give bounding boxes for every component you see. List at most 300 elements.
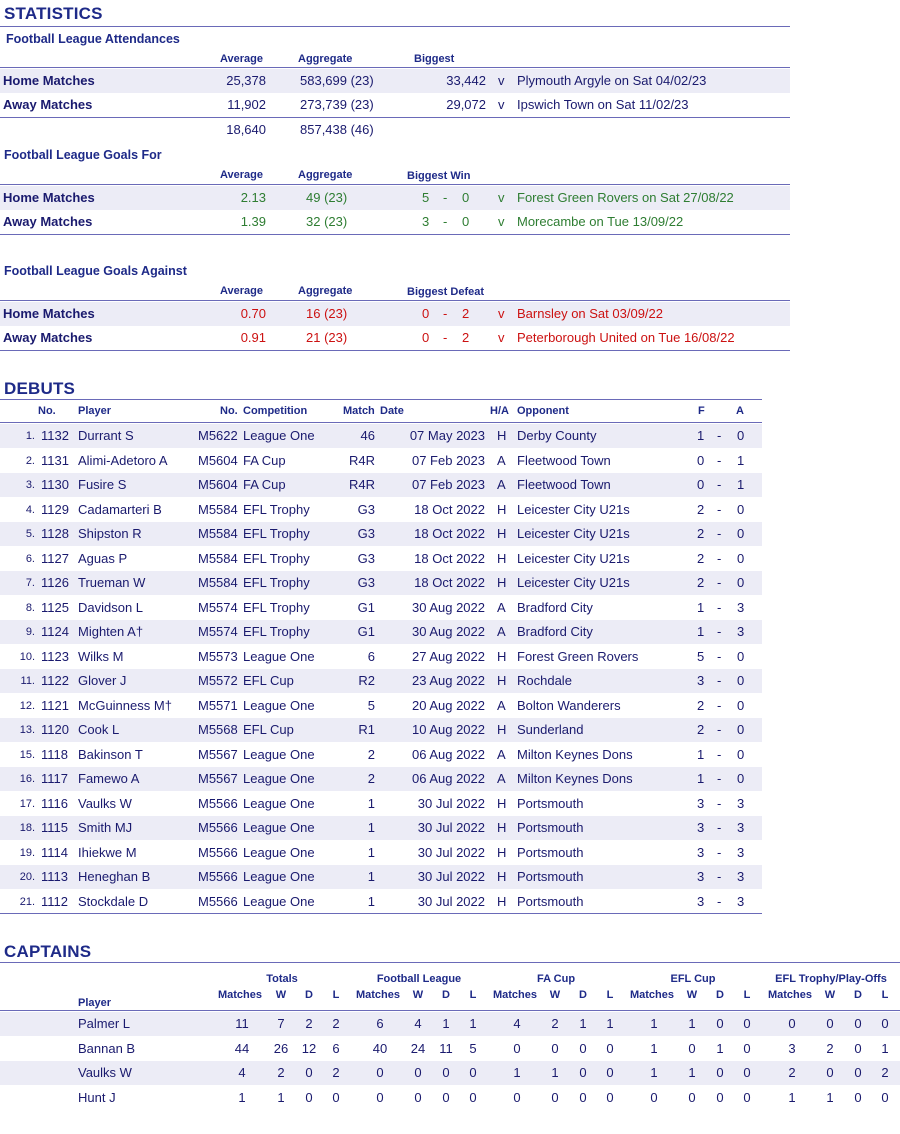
- detail: Peterborough United on Tue 16/08/22: [517, 330, 735, 345]
- competition: EFL Trophy: [243, 526, 310, 541]
- score-against: 0: [737, 575, 745, 590]
- player-number: 1130: [41, 477, 69, 492]
- stat-value: 2: [305, 1016, 313, 1031]
- player-number: 1131: [41, 452, 69, 468]
- captains-sub-header: D: [579, 989, 587, 1001]
- opponent: Portsmouth: [517, 869, 584, 884]
- stat-value: 0: [854, 1040, 862, 1056]
- score-for: 3: [697, 844, 705, 860]
- stat-value: 2: [332, 1016, 340, 1031]
- captains-sub-header: L: [332, 989, 340, 1001]
- stat-value: 2: [881, 1065, 889, 1080]
- row-index: 20.: [19, 871, 35, 883]
- home-away: H: [497, 795, 507, 811]
- detail: Plymouth Argyle on Sat 04/02/23: [517, 73, 707, 88]
- stat-value: 0: [826, 1016, 834, 1031]
- captains-sub-header: W: [686, 989, 698, 1001]
- competition: EFL Trophy: [243, 575, 310, 590]
- stat-value: 0: [551, 1089, 559, 1105]
- match-number: M5566: [198, 869, 238, 884]
- captains-sub-header: Matches: [629, 989, 675, 1001]
- opponent: Leicester City U21s: [517, 501, 630, 517]
- score-for: 2: [697, 550, 705, 566]
- debut-row: [0, 718, 762, 742]
- date: 20 Aug 2022: [411, 697, 485, 713]
- debut-row: [0, 571, 762, 595]
- date: 07 Feb 2023: [411, 477, 485, 492]
- match-number: M5604: [198, 452, 238, 468]
- match-number: M5567: [198, 771, 238, 786]
- stat-value: 0: [716, 1089, 724, 1105]
- score-against: 0: [737, 648, 745, 664]
- score-for: 3: [697, 673, 705, 688]
- opponent: Forest Green Rovers: [517, 648, 639, 664]
- competition: League One: [243, 697, 315, 713]
- score-against: 0: [737, 428, 745, 443]
- score-for: 1: [697, 771, 705, 786]
- score-dash: -: [717, 820, 722, 835]
- stat-value: 11: [235, 1016, 249, 1031]
- competition: League One: [243, 428, 315, 443]
- opponent: Leicester City U21s: [517, 526, 630, 541]
- stat-value: 0: [854, 1089, 862, 1105]
- date: 06 Aug 2022: [411, 771, 485, 786]
- stat-value: 0: [854, 1016, 862, 1031]
- captains-sub-header: W: [549, 989, 561, 1001]
- competition: EFL Trophy: [243, 599, 310, 615]
- score-against: 2: [462, 306, 470, 321]
- row-index: 6.: [25, 552, 35, 565]
- player-number: 1126: [41, 575, 69, 590]
- debut-row: [0, 596, 762, 620]
- player-name: Shipston R: [78, 526, 142, 541]
- score-for: 5: [422, 190, 430, 205]
- score-dash: -: [717, 697, 722, 713]
- score-dash: -: [717, 795, 722, 811]
- player-number: 1115: [41, 820, 68, 835]
- captain-row: [0, 1012, 900, 1036]
- match: 1: [367, 844, 375, 860]
- stat-value: 1: [716, 1040, 724, 1056]
- player-name: Ihiekwe M: [78, 844, 137, 860]
- debut-row: [0, 424, 762, 448]
- stat-value: 0: [688, 1089, 696, 1105]
- stat-value: 3: [788, 1040, 796, 1056]
- row-index: 17.: [19, 797, 35, 810]
- stat-value: 1: [238, 1089, 246, 1105]
- opponent: Leicester City U21s: [517, 575, 630, 590]
- date: 23 Aug 2022: [411, 673, 485, 688]
- player-name: Hunt J: [78, 1089, 116, 1105]
- captains-group-header: Football League: [376, 973, 462, 985]
- aggregate: 583,699 (23): [300, 73, 374, 88]
- player-name: Glover J: [78, 673, 127, 688]
- match: 46: [360, 428, 375, 443]
- player-name: Vaulks W: [78, 1065, 132, 1080]
- player-name: Cook L: [78, 722, 120, 737]
- stat-value: 0: [650, 1089, 658, 1105]
- debuts-header-opponent: Opponent: [517, 405, 569, 417]
- opponent: Milton Keynes Dons: [517, 746, 633, 762]
- debut-row: [0, 816, 762, 840]
- home-away: A: [497, 452, 506, 468]
- stat-value: 1: [551, 1065, 559, 1080]
- match: G3: [357, 575, 375, 590]
- score-against: 0: [462, 214, 470, 229]
- date: 30 Jul 2022: [417, 869, 485, 884]
- average: 1.39: [240, 214, 266, 229]
- stat-value: 1: [579, 1016, 587, 1031]
- player-name: McGuinness M†: [78, 697, 172, 713]
- row-index: 13.: [19, 724, 35, 736]
- row-index: 5.: [25, 528, 35, 540]
- score-against: 3: [737, 599, 745, 615]
- stat-row-home: [0, 186, 790, 210]
- player-name: Trueman W: [78, 575, 146, 590]
- score-for: 3: [697, 893, 705, 909]
- stat-value: 6: [332, 1040, 340, 1056]
- divider: [0, 1010, 900, 1011]
- home-away: H: [497, 893, 507, 909]
- home-away: H: [497, 820, 507, 835]
- score-for: 1: [697, 746, 705, 762]
- match-number: M5572: [198, 673, 238, 688]
- stat-value: 0: [414, 1089, 422, 1105]
- captains-sub-header: L: [469, 989, 477, 1001]
- home-away: H: [497, 526, 507, 541]
- stat-value: 0: [513, 1040, 521, 1056]
- home-away: H: [497, 673, 507, 688]
- home-away: A: [497, 624, 506, 639]
- captains-group-header: FA Cup: [536, 973, 576, 985]
- score-dash: -: [717, 550, 722, 566]
- score-dash: -: [717, 624, 722, 639]
- aggregate: 21 (23): [306, 330, 348, 345]
- score-against: 0: [737, 501, 745, 517]
- date: 18 Oct 2022: [414, 526, 485, 541]
- competition: League One: [243, 795, 315, 811]
- player-name: Durrant S: [78, 428, 134, 443]
- match: G3: [357, 550, 375, 566]
- row-index: 19.: [19, 846, 35, 859]
- score-against: 0: [737, 550, 745, 566]
- date: 30 Jul 2022: [417, 795, 485, 811]
- debut-row: [0, 449, 762, 473]
- player-name: Bakinson T: [78, 746, 143, 762]
- versus: v: [498, 73, 505, 88]
- player-name: Stockdale D: [78, 893, 149, 909]
- stat-row-away: [0, 93, 790, 117]
- score-for: 0: [697, 477, 705, 492]
- versus: v: [498, 190, 505, 205]
- player-number: 1121: [41, 697, 69, 713]
- score-for: 0: [422, 330, 430, 345]
- attendances-title: Football League Attendances: [6, 32, 180, 46]
- match-number: M5566: [198, 820, 238, 835]
- match: 5: [367, 697, 375, 713]
- stat-value: 0: [716, 1065, 724, 1080]
- debuts-title: DEBUTS: [4, 379, 76, 398]
- average: 25,378: [226, 73, 266, 88]
- home-away: H: [497, 722, 507, 737]
- divider: [0, 67, 790, 68]
- col-header-biggest: Biggest: [414, 53, 455, 65]
- competition: League One: [243, 648, 315, 664]
- home-away: A: [497, 771, 506, 786]
- date: 18 Oct 2022: [414, 501, 485, 517]
- debut-row: [0, 645, 762, 669]
- score-against: 3: [737, 820, 745, 835]
- row-index: 3.: [25, 479, 35, 491]
- opponent: Portsmouth: [517, 844, 584, 860]
- score-for: 3: [697, 869, 705, 884]
- player-number: 1113: [41, 869, 68, 884]
- score-for: 3: [697, 795, 705, 811]
- col-header-average: Average: [220, 285, 264, 297]
- competition: FA Cup: [243, 477, 286, 492]
- score-against: 1: [737, 452, 745, 468]
- debut-row: [0, 890, 762, 914]
- match-number: M5604: [198, 477, 238, 492]
- home-away: A: [497, 477, 506, 492]
- debuts-header-ha: H/A: [490, 405, 509, 417]
- col-header-average: Average: [220, 169, 264, 181]
- row-label: Away Matches: [3, 97, 93, 112]
- statistics-title: STATISTICS: [4, 4, 103, 23]
- score-dash: -: [717, 893, 722, 909]
- match: R2: [358, 673, 375, 688]
- row-index: 21.: [19, 895, 35, 908]
- score-for: 2: [697, 501, 705, 517]
- player-number: 1124: [41, 624, 69, 639]
- competition: EFL Cup: [243, 673, 294, 688]
- stat-value: 0: [513, 1089, 521, 1105]
- stat-value: 1: [469, 1016, 477, 1031]
- aggregate: 16 (23): [306, 306, 348, 321]
- row-index: 10.: [19, 650, 35, 663]
- score-dash: -: [717, 575, 722, 590]
- opponent: Fleetwood Town: [517, 477, 611, 492]
- stat-value: 0: [606, 1089, 614, 1105]
- detail: Ipswich Town on Sat 11/02/23: [517, 97, 689, 112]
- stat-value: 0: [743, 1065, 751, 1080]
- divider: [0, 184, 790, 185]
- row-label: Home Matches: [3, 73, 95, 88]
- date: 27 Aug 2022: [411, 648, 485, 664]
- divider: [0, 962, 900, 963]
- row-index: 9.: [25, 626, 35, 638]
- captains-header-player: Player: [78, 997, 112, 1009]
- versus: v: [498, 330, 505, 345]
- score-dash: -: [717, 599, 722, 615]
- stat-value: 2: [826, 1040, 834, 1056]
- stat-value: 0: [579, 1089, 587, 1105]
- stat-value: 0: [854, 1065, 862, 1080]
- captains-sub-header: D: [716, 989, 724, 1001]
- stat-value: 1: [513, 1065, 521, 1080]
- player-number: 1128: [41, 526, 69, 541]
- captains-sub-header: L: [606, 989, 614, 1001]
- stat-value: 1: [606, 1016, 614, 1031]
- score-against: 3: [737, 795, 745, 811]
- stat-value: 44: [234, 1040, 250, 1056]
- player-name: Vaulks W: [78, 795, 132, 811]
- row-index: 11.: [20, 675, 35, 687]
- goals-for-title: Football League Goals For: [4, 148, 162, 162]
- stat-value: 0: [688, 1040, 696, 1056]
- match-number: M5584: [198, 526, 238, 541]
- captains-group-header: Totals: [266, 973, 298, 985]
- debut-row: [0, 767, 762, 791]
- score-against: 2: [462, 330, 470, 345]
- stat-value: 0: [881, 1089, 889, 1105]
- row-index: 18.: [19, 822, 35, 834]
- score-for: 0: [697, 452, 705, 468]
- home-away: A: [497, 746, 506, 762]
- date: 30 Aug 2022: [411, 599, 485, 615]
- captains-sub-header: Matches: [767, 989, 813, 1001]
- match: 2: [367, 771, 375, 786]
- match: 1: [367, 820, 375, 835]
- row-index: 12.: [19, 699, 35, 712]
- divider: [0, 26, 790, 27]
- stat-value: 0: [469, 1089, 477, 1105]
- match: 1: [367, 869, 375, 884]
- player-name: Heneghan B: [78, 869, 151, 884]
- row-index: 7.: [25, 577, 35, 589]
- row-label: Away Matches: [3, 214, 93, 229]
- debut-row: [0, 694, 762, 718]
- debuts-header-no: No.: [38, 405, 56, 417]
- opponent: Portsmouth: [517, 820, 584, 835]
- opponent: Fleetwood Town: [517, 452, 611, 468]
- score-against: 0: [737, 746, 745, 762]
- match: 1: [367, 795, 375, 811]
- opponent: Portsmouth: [517, 795, 584, 811]
- col-header-biggest-defeat: Biggest Defeat: [407, 286, 485, 298]
- stat-value: 2: [788, 1065, 796, 1080]
- col-header-biggest-win: Biggest Win: [407, 170, 471, 182]
- average: 11,902: [227, 97, 266, 112]
- score-for: 2: [697, 722, 705, 737]
- row-index: 1.: [25, 430, 35, 442]
- home-away: H: [497, 648, 507, 664]
- debut-row: [0, 841, 762, 865]
- score-for: 0: [422, 306, 430, 321]
- stat-value: 4: [414, 1016, 422, 1031]
- player-name: Davidson L: [78, 599, 144, 615]
- stat-value: 0: [579, 1065, 587, 1080]
- captain-row: [0, 1037, 900, 1061]
- score-against: 0: [737, 673, 745, 688]
- match-number: M5566: [198, 795, 238, 811]
- stat-value: 0: [606, 1040, 614, 1056]
- home-away: A: [497, 697, 506, 713]
- match-number: M5568: [198, 722, 238, 737]
- stat-value: 1: [688, 1016, 696, 1031]
- stat-value: 0: [716, 1016, 724, 1031]
- score-against: 1: [737, 477, 745, 492]
- debuts-header-competition: Competition: [243, 405, 308, 417]
- score-for: 2: [697, 697, 705, 713]
- debut-row: [0, 473, 762, 497]
- versus: v: [498, 306, 505, 321]
- opponent: Rochdale: [517, 673, 572, 688]
- stat-value: 0: [551, 1040, 559, 1056]
- score-against: 0: [737, 697, 745, 713]
- player-number: 1117: [41, 771, 68, 786]
- stat-value: 0: [442, 1089, 450, 1105]
- date: 30 Aug 2022: [411, 624, 485, 639]
- date: 07 Feb 2023: [411, 452, 485, 468]
- average: 2.13: [240, 190, 266, 205]
- stat-value: 0: [579, 1040, 587, 1056]
- score-dash: -: [717, 673, 722, 688]
- col-header-aggregate: Aggregate: [298, 53, 353, 65]
- score-dash: -: [717, 771, 722, 786]
- date: 30 Jul 2022: [417, 820, 485, 835]
- stat-value: 12: [301, 1040, 317, 1056]
- competition: League One: [243, 844, 315, 860]
- player-number: 1127: [41, 550, 69, 566]
- player-name: Cadamarteri B: [78, 501, 162, 517]
- debuts-header-f: F: [698, 405, 705, 417]
- col-header-aggregate: Aggregate: [298, 285, 353, 297]
- stat-value: 1: [442, 1016, 450, 1031]
- competition: EFL Trophy: [243, 624, 310, 639]
- debuts-header-match-no: No.: [220, 405, 238, 417]
- match-number: M5584: [198, 550, 238, 566]
- match: G3: [357, 501, 375, 517]
- stat-value: 0: [743, 1016, 751, 1031]
- home-away: H: [497, 501, 507, 517]
- score-for: 3: [697, 820, 705, 835]
- score-against: 3: [737, 893, 745, 909]
- match-number: M5567: [198, 746, 238, 762]
- debuts-header-a: A: [736, 405, 744, 417]
- score-for: 1: [697, 624, 705, 639]
- captains-sub-header: Matches: [492, 989, 538, 1001]
- match: 2: [367, 746, 375, 762]
- match-number: M5622: [198, 428, 238, 443]
- stat-value: 0: [305, 1089, 313, 1105]
- stat-value: 0: [743, 1040, 751, 1056]
- stat-value: 1: [650, 1040, 658, 1056]
- match-number: M5566: [198, 893, 238, 909]
- stat-value: 0: [826, 1065, 834, 1080]
- player-name: Smith MJ: [78, 820, 133, 835]
- stat-row-away: [0, 210, 790, 234]
- captain-row: [0, 1086, 900, 1110]
- score-for: 1: [697, 599, 705, 615]
- captains-sub-header: D: [305, 989, 313, 1001]
- stat-value: 2: [332, 1065, 340, 1080]
- divider: [0, 234, 790, 235]
- match: R4R: [348, 452, 375, 468]
- competition: League One: [243, 893, 315, 909]
- home-away: H: [497, 869, 507, 884]
- score-for: 2: [697, 526, 705, 541]
- stat-value: 6: [376, 1016, 384, 1031]
- opponent: Derby County: [517, 428, 597, 443]
- stat-value: 2: [551, 1016, 559, 1031]
- stat-value: 4: [513, 1016, 521, 1031]
- stat-value: 0: [332, 1089, 340, 1105]
- debut-row: [0, 743, 762, 767]
- debut-row: [0, 620, 762, 644]
- opponent: Sunderland: [517, 722, 584, 737]
- stat-value: 11: [439, 1040, 453, 1056]
